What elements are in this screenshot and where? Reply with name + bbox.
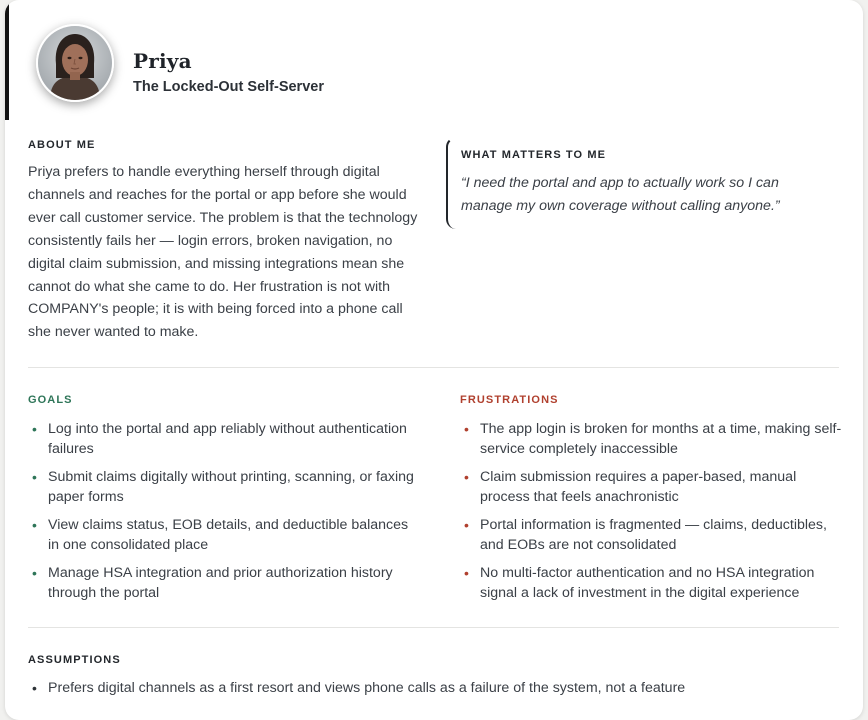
frustrations-list: [460, 419, 845, 611]
what-matters-label: WHAT MATTERS TO ME: [461, 149, 607, 161]
bullet-icon: •: [32, 565, 37, 581]
about-text: Priya prefers to handle everything herself through digital channels and reaches for the portal or app before she would ever call customer service. The problem is that the technology consistently fails her — login errors, broken navigation, no digital claim submission, and missing integrations mean she cannot do what she came to do. Her frustration is not with COMPANY's people; it is with being forced into a phone call she never wanted to make.: [28, 164, 418, 341]
bullet-icon: •: [464, 565, 469, 581]
bullet-icon: •: [32, 469, 37, 485]
list-item: [28, 419, 423, 459]
bullet-icon: •: [464, 421, 469, 437]
frustrations-label: FRUSTRATIONS: [460, 394, 559, 406]
frustration-text: The app login is broken for months at a time, making self-service completely inaccessible: [480, 421, 842, 457]
frustration-text: No multi-factor authentication and no HSA integration signal a lack of investment in the digital experience: [480, 565, 815, 601]
persona-card: [5, 0, 863, 720]
quote-bracket: [446, 137, 456, 229]
list-item: [460, 467, 845, 507]
card-accent-bar: [5, 0, 9, 120]
bullet-icon: •: [32, 421, 37, 437]
divider: [28, 367, 839, 368]
what-matters-quote: “I need the portal and app to actually work so I can manage my own coverage without calling anyone.”: [461, 175, 780, 214]
avatar-portrait-icon: [38, 26, 112, 100]
bullet-icon: •: [32, 517, 37, 533]
assumptions-list: [28, 678, 848, 706]
bullet-icon: •: [464, 469, 469, 485]
goal-text: Manage HSA integration and prior authorization history through the portal: [48, 565, 393, 601]
avatar: [36, 24, 114, 102]
list-item: [28, 563, 423, 603]
goal-text: View claims status, EOB details, and deductible balances in one consolidated place: [48, 517, 409, 553]
list-item: [28, 515, 423, 555]
list-item: [28, 467, 423, 507]
what-matters-block: [446, 137, 836, 227]
persona-name: Priya: [133, 49, 192, 73]
list-item: [28, 678, 848, 698]
goal-text: Log into the portal and app reliably without authentication failures: [48, 421, 407, 457]
frustration-text: Portal information is fragmented — claims, deductibles, and EOBs are not consolidated: [480, 517, 827, 553]
bullet-icon: •: [32, 680, 37, 696]
divider: [28, 627, 839, 628]
persona-title: The Locked-Out Self-Server: [133, 79, 324, 95]
goal-text: Submit claims digitally without printing, scanning, or faxing paper forms: [48, 469, 414, 505]
bullet-icon: •: [464, 517, 469, 533]
assumption-text: Prefers digital channels as a first resort and views phone calls as a failure of the system, not a feature: [48, 680, 686, 696]
list-item: [460, 419, 845, 459]
assumptions-label: ASSUMPTIONS: [28, 654, 121, 666]
goals-list: [28, 419, 423, 611]
about-label: ABOUT ME: [28, 139, 96, 151]
goals-label: GOALS: [28, 394, 73, 406]
list-item: [460, 563, 845, 603]
list-item: [460, 515, 845, 555]
frustration-text: Claim submission requires a paper-based, manual process that feels anachronistic: [480, 469, 797, 505]
